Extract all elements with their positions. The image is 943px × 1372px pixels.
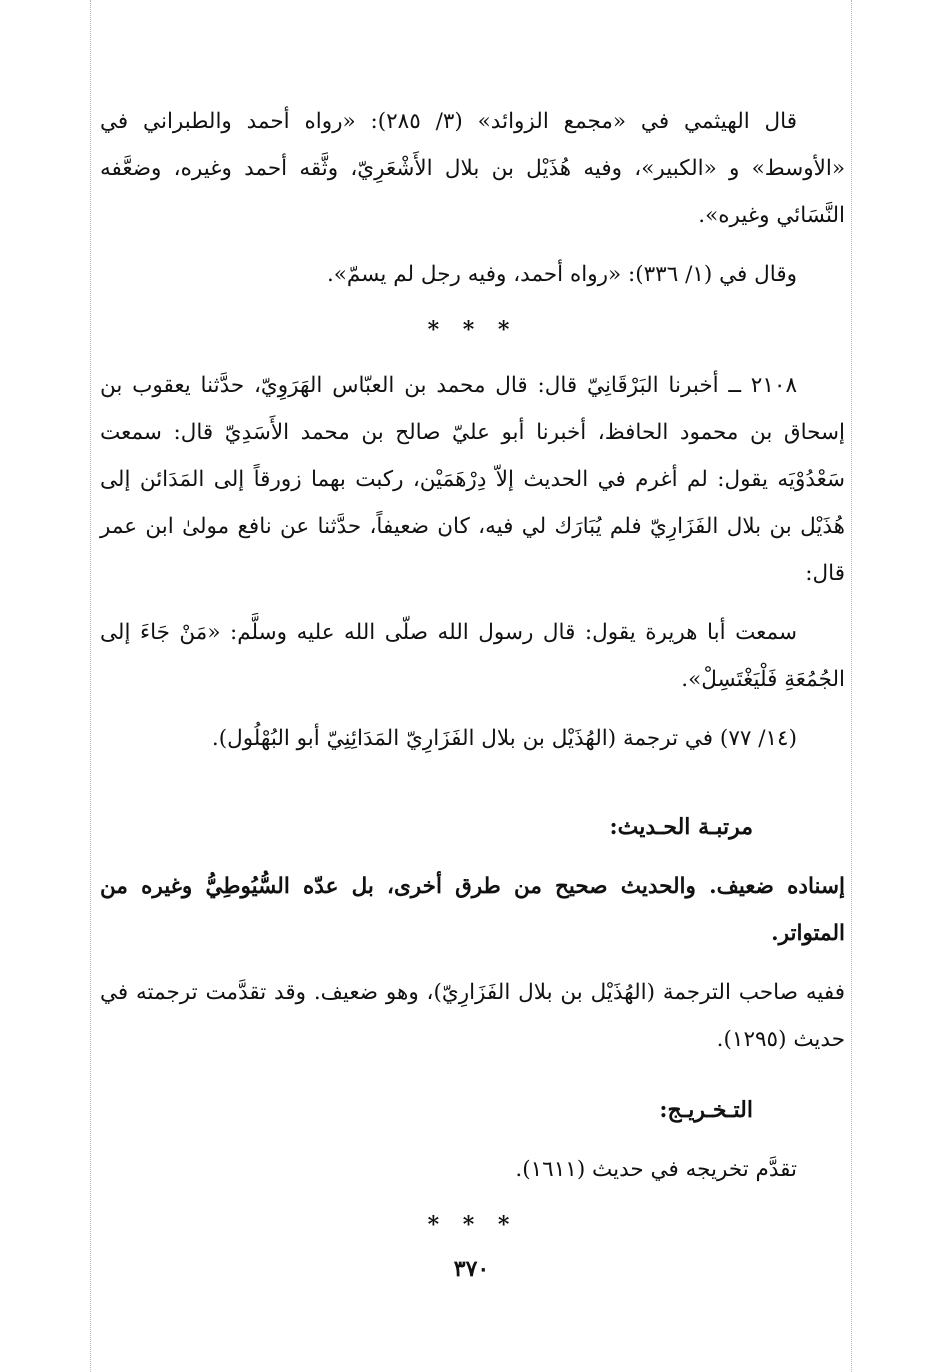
takhrij-paragraph: تقدَّم تخريجه في حديث (١٦١١). bbox=[515, 1157, 797, 1182]
page-body bbox=[100, 98, 845, 1245]
second-quote-paragraph: وقال في (١/ ٣٣٦): «رواه أحمد، وفيه رجل لم يسمّ». bbox=[326, 262, 797, 287]
source-reference-paragraph: (١٤/ ٧٧) في ترجمة (الهُذَيْل بن بلال الفَزَارِيّ المَدَائِنِيّ أبو البُهْلُول). bbox=[211, 726, 797, 751]
hadith-grade-paragraph: إسناده ضعيف. والحديث صحيح من طرق أخرى، بل عدّه السُّيُوطِيُّ وغيره من المتواتر. bbox=[100, 874, 845, 946]
margin-guide-left bbox=[90, 0, 91, 1372]
end-separator-stars: * * * bbox=[427, 1212, 518, 1238]
narrator-note-paragraph: ففيه صاحب الترجمة (الهُذَيْل بن بلال الفَزَارِيّ)، وهو ضعيف. وقد تقدَّمت ترجمته في حديث (١٢٩٥). bbox=[100, 980, 845, 1052]
hadith-text-paragraph: سمعت أبا هريرة يقول: قال رسول الله صلّى الله عليه وسلَّم: «مَنْ جَاءَ إلى الجُمُعَةِ فَلْيَغْتَسِلْ». bbox=[100, 620, 845, 692]
hadith-2108-chain-paragraph: ٢١٠٨ ــ أخبرنا البَرْقَانِيّ قال: قال محمد بن العبّاس الهَرَوِيّ، حدَّثنا يعقوب بن إسحاق بن محمود الحافظ، أخبرنا أبو عليّ صالح بن محمد الأَسَدِيّ قال: سمعت سَعْدُوْيَه يقول: لم أغرم في الحديث إلاّ دِرْهَمَيْن، ركبت بهما زورقاً إلى المَدَائن إلى هُذَيْل بن بلال الفَزَارِيّ فلم يُبَارَك لي فيه، كان ضعيفاً، حدَّثنا عن نافع مولىٰ ابن عمر قال: bbox=[100, 373, 845, 586]
section-separator-stars: * * * bbox=[427, 317, 518, 343]
takhrij-heading: التـخـريـج: bbox=[659, 1097, 753, 1123]
page-number: ٣٧٠ bbox=[453, 1256, 490, 1282]
hadith-grade-heading: مرتبـة الحـديث: bbox=[609, 814, 753, 840]
haythami-quote-paragraph: قال الهيثمي في «مجمع الزوائد» (٣/ ٢٨٥): «رواه أحمد والطبراني في «الأوسط» و «الكبير»، وفيه هُذَيْل بن بلال الأَشْعَرِيّ، وثَّقه أحمد وغيره، وضعَّفه النَّسَائي وغيره». bbox=[100, 109, 845, 228]
margin-guide-right bbox=[851, 0, 852, 1372]
